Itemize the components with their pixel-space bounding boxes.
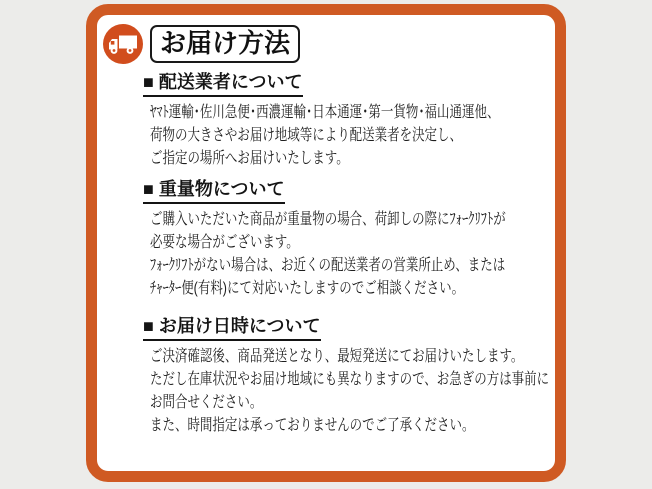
section-carriers-heading: ■ 配送業者について xyxy=(143,70,303,97)
section-delivery-datetime-heading: ■ お届け日時について xyxy=(143,314,321,341)
body-line: 荷物の大きさやお届け地域等により配送業者を決定し、 xyxy=(150,127,463,144)
body-line: また、時間指定は承っておりませんのでご了承ください。 xyxy=(150,417,475,434)
body-line: お問合せください。 xyxy=(150,394,263,411)
section-carriers xyxy=(143,70,543,170)
body-line: ﾌｫｰｸﾘﾌﾄがない場合は、お近くの配送業者の営業所止め、または xyxy=(150,257,506,274)
body-line: ﾁｬｰﾀｰ便(有料)にて対応いたしますのでご相談ください。 xyxy=(150,280,465,297)
section-delivery-datetime xyxy=(143,314,550,437)
truck-icon xyxy=(103,24,143,64)
body-line: ご指定の場所へお届けいたします。 xyxy=(150,150,349,167)
truck-icon-glyph xyxy=(107,32,139,57)
body-line: ご決済確認後、商品発送となり、最短発送にてお届けいたします。 xyxy=(150,348,524,365)
panel-header xyxy=(103,24,543,64)
delivery-info-panel xyxy=(86,4,566,482)
section-heavy-items-heading: ■ 重量物について xyxy=(143,177,285,204)
section-heavy-items-body xyxy=(150,208,543,300)
section-heavy-items xyxy=(143,177,543,300)
body-line: 必要な場合がございます。 xyxy=(150,234,299,251)
page-title: お届け方法 xyxy=(150,25,300,63)
body-line: ご購入いただいた商品が重量物の場合、荷卸しの際にﾌｫｰｸﾘﾌﾄが xyxy=(150,211,506,228)
panel-content xyxy=(97,15,555,471)
body-line: ﾔﾏﾄ運輸･佐川急便･西濃運輸･日本通運･第一貨物･福山通運他、 xyxy=(150,104,500,121)
section-carriers-body xyxy=(150,101,543,170)
section-delivery-datetime-body xyxy=(150,345,550,437)
body-line: ただし在庫状況やお届け地域にも異なりますので、お急ぎの方は事前に xyxy=(150,371,550,388)
